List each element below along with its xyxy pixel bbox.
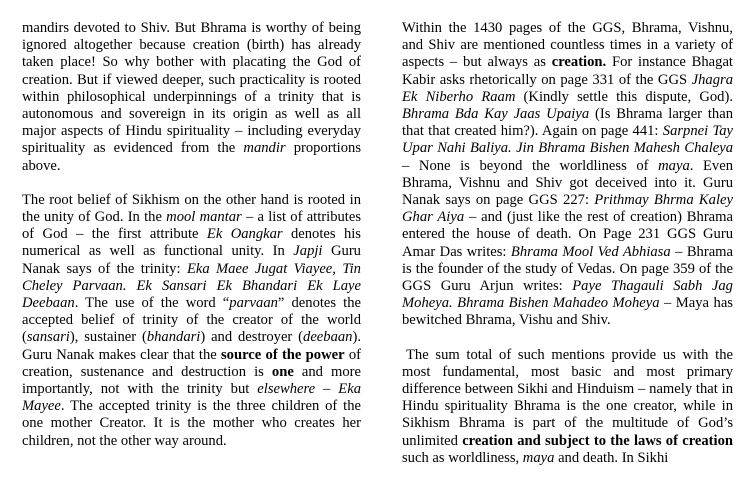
italic-text: maya <box>522 449 555 466</box>
italic-text: deebaan <box>303 329 353 346</box>
text-run: – Maya has bewitched Bhrama, Vishu and Shiv. <box>402 295 733 329</box>
text-run: and more importantly, not with the trinity but <box>22 363 362 398</box>
italic-text: mool mantar <box>166 209 242 226</box>
text-run: denotes his numerical as well as functional unity. In <box>22 226 361 260</box>
paragraph-gap <box>402 330 733 347</box>
italic-text: Japji <box>293 243 323 260</box>
text-run: . Even Bhrama, Vishnu and Shiv got deceived into it. Guru Nanak says on page GGS 227: <box>402 157 733 209</box>
text-run: . The accepted trinity is the three children of the one mother Creator. It is the mother who creates her children, not the other way around. <box>22 398 361 449</box>
text-run: – None is beyond the worldliness of <box>402 157 659 174</box>
text-run: Guru Nanak says of the trinity: <box>22 243 361 277</box>
text-run: ” denotes the accepted belief of trinity of the creator of the world ( <box>22 295 362 346</box>
italic-text: Prithmay Bhrma Kaley Ghar Aiya <box>402 192 733 226</box>
left-column <box>22 20 361 450</box>
paragraph-root-belief-sikhism <box>22 192 361 450</box>
text-run: – Bhrama is the founder of the study of Vedas. On page 359 of the GGS Guru Arjun writes: <box>402 243 734 295</box>
italic-text: bhandari <box>146 329 201 346</box>
italic-text: Paye Thagauli Sabh Jag Moheya. Bhrama Bishen Mahadeo Moheya <box>402 278 733 312</box>
text-run: and death. In Sikhi <box>554 449 669 466</box>
paragraph-mandir-proportions <box>22 20 361 175</box>
italic-text: parvaan <box>229 295 278 312</box>
bold-text: source of the power <box>221 346 345 363</box>
bold-text: creation and subject to the laws of creation <box>462 432 734 449</box>
italic-text: mandir <box>243 140 286 157</box>
paragraph-gap <box>22 175 361 192</box>
italic-text: elsewhere – Eka Mayee <box>22 381 361 415</box>
text-run: ) and destroyer ( <box>200 329 304 346</box>
text-run: ). Guru Nanak makes clear that the <box>22 329 361 363</box>
text-run: Within the 1430 pages of the GGS, Bhrama, Vishnu, and Shiv are mentioned countless times in a variety of aspects – but always as <box>402 20 733 71</box>
text-run: of creation, sustenance and destruction is <box>22 346 361 380</box>
right-column <box>402 20 733 467</box>
text-run: proportions above. <box>22 140 361 174</box>
text-run: ), sustainer ( <box>69 329 147 346</box>
paragraph-ggs-mentions <box>402 20 733 330</box>
italic-text: Jhagra Ek Niberho Raam <box>402 71 733 105</box>
paragraph-sum-total <box>402 347 733 467</box>
text-run: (Kindly settle this dispute, God). <box>515 88 733 105</box>
bold-text: creation. <box>551 54 607 71</box>
italic-text: maya <box>658 157 690 174</box>
italic-text: sansari <box>26 329 70 346</box>
italic-text: Bhrama Mool Ved Abhiasa <box>510 243 671 260</box>
text-run: mandirs devoted to Shiv. But Bhrama is worthy of being ignored altogether because creation (birth) has already taken place! So why bother with placating the God of creation. But if viewed deeper, such practicality is rooted within philosophical underpinnings of a trinity that is autonomous and sovereign in its origin as well as all major aspects of Hindu spirituality – including everyday spirituality as evidenced from the <box>22 20 361 157</box>
italic-text: Eka Maee Jugat Viayee, Tin Cheley Parvaan. Ek Sansari Ek Bhandari Ek Laye Deebaan <box>22 260 361 312</box>
italic-text: Sarpnei Tay Upar Nahi Baliya. Jin Bhrama Bishen Mahesh Chaleya <box>402 123 733 157</box>
text-run: – a list of attributes of God – the first attribute <box>22 209 361 243</box>
italic-text: Bhrama Bda Kay Jaas Upaiya <box>402 106 590 123</box>
text-run: For instance Bhagat Kabir asks rhetorically on page 331 of the GGS <box>402 54 733 88</box>
text-run: such as worldliness, <box>402 449 523 466</box>
text-run: The sum total of such mentions provide us with the most fundamental, most basic and most primary difference between Sikhi and Hinduism – namely that in Hindu spirituality Bhrama is the one creator, while in Sikhism Bhrama is part of the multitude of God’s unlimited <box>402 346 733 449</box>
text-run: . The use of the word “ <box>74 295 230 312</box>
text-run: The root belief of Sikhism on the other hand is rooted in the unity of God. In the <box>22 191 361 226</box>
text-run: – and (just like the rest of creation) Bhrama entered the house of death. On Page 231 GGS Guru Amar Das writes: <box>402 209 733 260</box>
text-run: (Is Bhrama larger than that that created him?). Again on page 441: <box>402 106 733 140</box>
bold-text: one <box>271 363 294 380</box>
italic-text: Ek Oangkar <box>206 226 283 243</box>
